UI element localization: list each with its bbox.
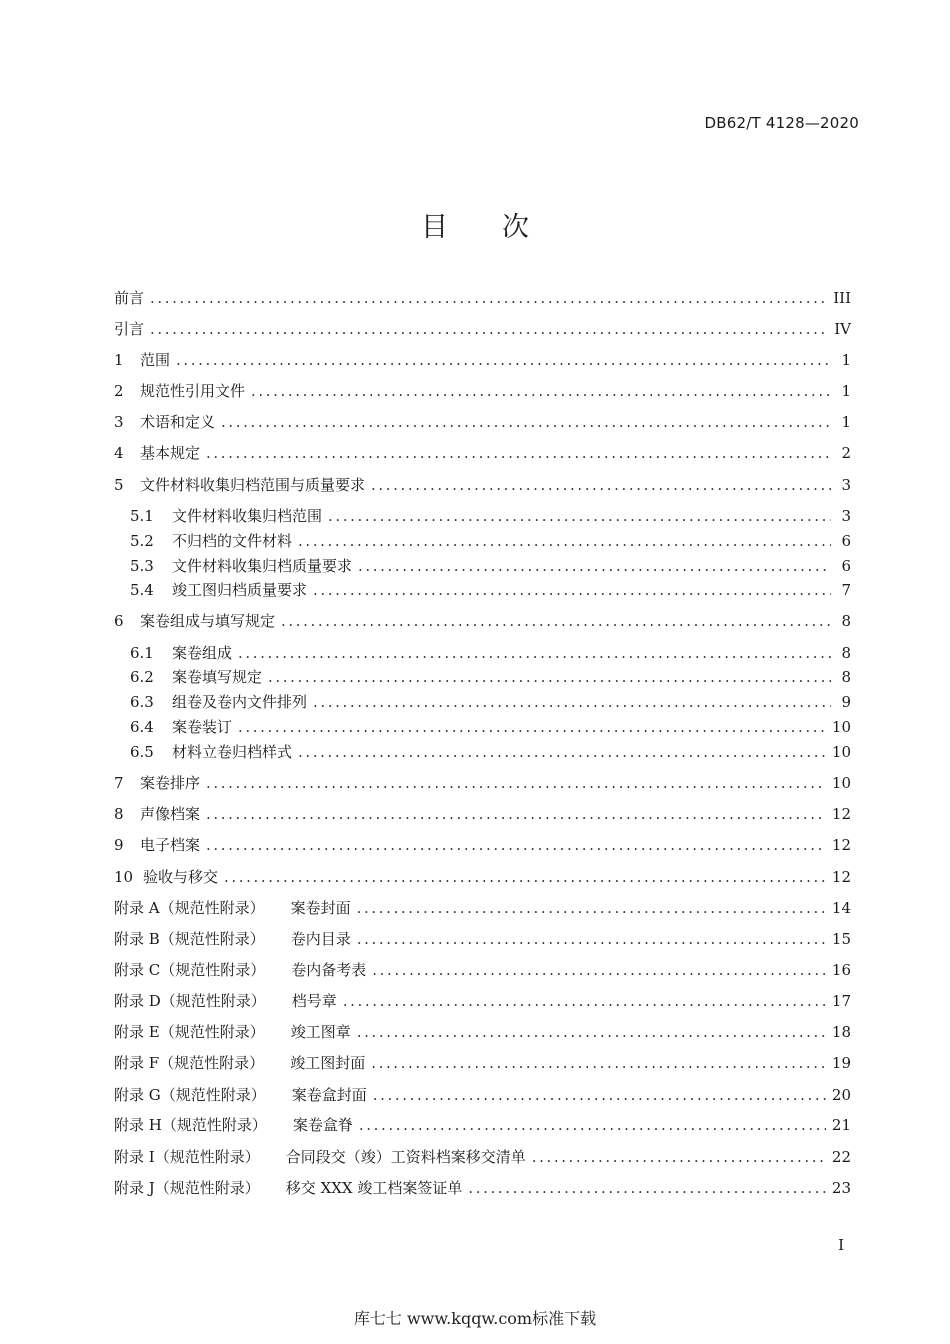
dot-leader <box>371 1053 826 1073</box>
toc-entry-number: 附录 J（规范性附录） <box>114 1179 260 1197</box>
toc-entry-label: 规范性引用文件 <box>140 382 246 400</box>
toc-entry-label: 引言 <box>114 320 145 338</box>
toc-entry-label: 声像档案 <box>140 805 201 823</box>
toc-entry-number: 5.4 <box>130 581 154 599</box>
toc-entry-section-8[interactable] <box>114 804 851 824</box>
toc-entry-number: 5.1 <box>130 507 154 525</box>
dot-leader <box>251 381 831 401</box>
toc-entry-number: 1 <box>114 351 124 369</box>
toc-entry-section-6-4[interactable] <box>130 717 851 737</box>
toc-entry-label: 案卷盒脊 <box>292 1116 353 1134</box>
dot-leader <box>357 929 826 949</box>
toc-entry-page: 8 <box>841 668 851 686</box>
toc-entry-label: 不归档的文件材料 <box>172 532 293 550</box>
toc-entry-number: 附录 B（规范性附录） <box>114 930 265 948</box>
toc-entry-section-6-1[interactable] <box>130 643 851 663</box>
dot-leader <box>343 991 826 1011</box>
toc-entry-label: 范围 <box>140 351 171 369</box>
page-title <box>0 205 950 244</box>
toc-entry-label: 卷内备考表 <box>291 961 367 979</box>
toc-entry-number: 8 <box>114 805 124 823</box>
toc-entry-page: 6 <box>841 557 851 575</box>
toc-entry-foreword[interactable] <box>114 288 851 308</box>
title-char-2: 次 <box>502 212 529 243</box>
toc-entry-label: 材料立卷归档样式 <box>172 743 293 761</box>
toc-entry-appendix-e[interactable] <box>114 1022 851 1042</box>
toc-entry-page: 16 <box>831 961 851 979</box>
toc-entry-number: 附录 A（规范性附录） <box>114 899 265 917</box>
toc-entry-label: 前言 <box>114 289 145 307</box>
toc-entry-page: 17 <box>831 992 851 1010</box>
toc-entry-number: 附录 I（规范性附录） <box>114 1148 260 1166</box>
toc-entry-section-6-3[interactable] <box>130 692 851 712</box>
toc-entry-number: 6.3 <box>130 693 154 711</box>
toc-entry-label: 竣工图封面 <box>290 1054 366 1072</box>
toc-entry-appendix-g[interactable] <box>114 1085 851 1105</box>
toc-entry-number: 9 <box>114 836 124 854</box>
dot-leader <box>328 506 831 526</box>
toc-entry-page: 3 <box>841 507 851 525</box>
dot-leader <box>224 867 826 887</box>
toc-entry-label: 文件材料收集归档质量要求 <box>172 557 353 575</box>
toc-entry-page: 8 <box>841 644 851 662</box>
toc-entry-section-5-1[interactable] <box>130 506 851 526</box>
toc-entry-page: 2 <box>841 444 851 462</box>
toc-entry-label: 移交 XXX 竣工档案签证单 <box>285 1179 463 1197</box>
watermark-text: 库七七 www.kqqw.com标准下载 <box>353 1309 597 1328</box>
toc-entry-label: 案卷组成 <box>172 644 233 662</box>
toc-entry-label: 案卷装订 <box>172 718 233 736</box>
toc-entry-label: 术语和定义 <box>140 413 216 431</box>
dot-leader <box>268 667 831 687</box>
dot-leader <box>468 1178 826 1198</box>
toc-entry-page: 12 <box>831 836 851 854</box>
dot-leader <box>150 319 828 339</box>
toc-entry-appendix-i[interactable] <box>114 1147 851 1167</box>
toc-entry-number: 附录 E（规范性附录） <box>114 1023 265 1041</box>
toc-entry-page: 1 <box>841 382 851 400</box>
toc-entry-appendix-f[interactable] <box>114 1053 851 1073</box>
toc-entry-number: 10 <box>114 868 134 886</box>
toc-entry-page: 6 <box>841 532 851 550</box>
dot-leader <box>373 1085 826 1105</box>
toc-entry-page: 23 <box>831 1179 851 1197</box>
toc-entry-section-4[interactable] <box>114 443 851 463</box>
toc-entry-section-7[interactable] <box>114 773 851 793</box>
toc-entry-appendix-b[interactable] <box>114 929 851 949</box>
toc-entry-page: 3 <box>841 476 851 494</box>
toc-entry-page: 12 <box>831 868 851 886</box>
toc-entry-label: 验收与移交 <box>143 868 219 886</box>
dot-leader <box>238 643 831 663</box>
dot-leader <box>357 898 826 918</box>
toc-entry-number: 5.2 <box>130 532 154 550</box>
toc-entry-appendix-a[interactable] <box>114 898 851 918</box>
toc-entry-section-2[interactable] <box>114 381 851 401</box>
toc-entry-number: 7 <box>114 774 124 792</box>
toc-entry-number: 4 <box>114 444 124 462</box>
toc-entry-page: 21 <box>831 1116 851 1134</box>
toc-entry-number: 附录 C（规范性附录） <box>114 961 266 979</box>
toc-entry-page: 9 <box>841 693 851 711</box>
dot-leader <box>371 475 831 495</box>
toc-entry-section-1[interactable] <box>114 350 851 370</box>
dot-leader <box>372 960 826 980</box>
toc-entry-page: 18 <box>831 1023 851 1041</box>
dot-leader <box>206 835 826 855</box>
toc-entry-appendix-c[interactable] <box>114 960 851 980</box>
dot-leader <box>176 350 831 370</box>
toc-entry-page: 1 <box>841 413 851 431</box>
toc-entry-section-3[interactable] <box>114 412 851 432</box>
toc-entry-section-9[interactable] <box>114 835 851 855</box>
toc-entry-label: 卷内目录 <box>290 930 351 948</box>
dot-leader <box>359 1115 826 1135</box>
dot-leader <box>313 580 831 600</box>
toc-entry-number: 6.4 <box>130 718 154 736</box>
dot-leader <box>313 692 831 712</box>
toc-entry-section-5[interactable] <box>114 475 851 495</box>
toc-entry-section-10[interactable] <box>114 867 851 887</box>
toc-entry-label: 案卷封面 <box>290 899 351 917</box>
toc-entry-label: 文件材料收集归档范围 <box>172 507 323 525</box>
toc-entry-label: 档号章 <box>291 992 337 1010</box>
toc-entry-appendix-j[interactable] <box>114 1178 851 1198</box>
toc-entry-page: 12 <box>831 805 851 823</box>
toc-entry-number: 3 <box>114 413 124 431</box>
dot-leader <box>358 556 831 576</box>
toc-entry-section-5-4[interactable] <box>130 580 851 600</box>
dot-leader <box>532 1147 826 1167</box>
toc-entry-page: 20 <box>831 1086 851 1104</box>
toc-entry-number: 6 <box>114 612 124 630</box>
dot-leader <box>206 804 826 824</box>
toc-entry-introduction[interactable] <box>114 319 851 339</box>
toc-entry-section-5-3[interactable] <box>130 556 851 576</box>
toc-entry-label: 电子档案 <box>140 836 201 854</box>
toc-entry-page: 1 <box>841 351 851 369</box>
title-char-1: 目 <box>421 212 448 243</box>
toc-entry-number: 附录 F（规范性附录） <box>114 1054 265 1072</box>
toc-entry-section-5-2[interactable] <box>130 531 851 551</box>
dot-leader <box>206 773 826 793</box>
toc-entry-label: 案卷组成与填写规定 <box>140 612 276 630</box>
toc-entry-number: 2 <box>114 382 124 400</box>
toc-entry-number: 5 <box>114 476 124 494</box>
toc-entry-number: 6.5 <box>130 743 154 761</box>
toc-entry-label: 案卷盒封面 <box>291 1086 367 1104</box>
toc-entry-number: 6.1 <box>130 644 154 662</box>
toc-entry-label: 竣工图章 <box>290 1023 351 1041</box>
toc-entry-number: 附录 D（规范性附录） <box>114 992 266 1010</box>
toc-entry-page: 7 <box>841 581 851 599</box>
dot-leader <box>281 611 831 631</box>
toc-entry-section-6-5[interactable] <box>130 742 851 762</box>
toc-entry-page: 8 <box>841 612 851 630</box>
toc-entry-number: 附录 G（规范性附录） <box>114 1086 266 1104</box>
toc-entry-label: 文件材料收集归档范围与质量要求 <box>140 476 366 494</box>
toc-entry-page: 22 <box>831 1148 851 1166</box>
dot-leader <box>298 742 826 762</box>
dot-leader <box>150 288 827 308</box>
toc-entry-label: 案卷填写规定 <box>172 668 263 686</box>
toc-entry-page: 19 <box>831 1054 851 1072</box>
toc-entry-section-6[interactable] <box>114 611 851 631</box>
toc-entry-label: 案卷排序 <box>140 774 201 792</box>
toc-entry-page: III <box>833 289 851 307</box>
toc-entry-appendix-h[interactable] <box>114 1115 851 1135</box>
dot-leader <box>221 412 831 432</box>
dot-leader <box>206 443 831 463</box>
toc-entry-page: 10 <box>831 774 851 792</box>
toc-entry-page: 10 <box>831 718 851 736</box>
toc-entry-page: 15 <box>831 930 851 948</box>
toc-entry-label: 竣工图归档质量要求 <box>172 581 308 599</box>
toc-entry-number: 5.3 <box>130 557 154 575</box>
toc-entry-label: 合同段交（竣）工资料档案移交清单 <box>285 1148 526 1166</box>
toc-entry-section-6-2[interactable] <box>130 667 851 687</box>
toc-entry-page: 14 <box>831 899 851 917</box>
toc-entry-page: IV <box>834 320 851 338</box>
toc-entry-number: 6.2 <box>130 668 154 686</box>
dot-leader <box>298 531 831 551</box>
toc-entry-appendix-d[interactable] <box>114 991 851 1011</box>
toc-entry-label: 组卷及卷内文件排列 <box>172 693 308 711</box>
page-number: I <box>838 1236 844 1254</box>
document-code: DB62/T 4128—2020 <box>704 114 859 132</box>
dot-leader <box>357 1022 826 1042</box>
dot-leader <box>238 717 826 737</box>
toc-entry-number: 附录 H（规范性附录） <box>114 1116 267 1134</box>
toc-entry-label: 基本规定 <box>140 444 201 462</box>
toc-entry-page: 10 <box>831 743 851 761</box>
